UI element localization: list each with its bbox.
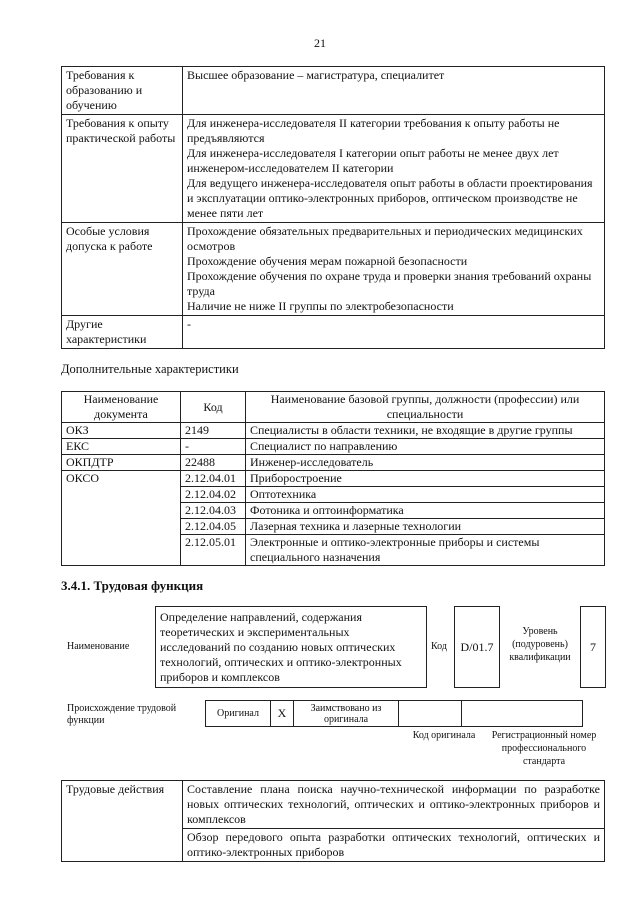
row-name: Специалисты в области техники, не входящие в другие группы [246,423,605,439]
row-code: 2149 [181,423,246,439]
row-doc: ОКЗ [62,423,181,439]
requirement-line: Наличие не ниже II группы по электробезопасности [187,299,454,313]
row-code: 2.12.05.01 [181,535,246,566]
row-name: Приборостроение [246,471,605,487]
labor-actions-label: Трудовые действия [62,781,183,862]
row-code: 2.12.04.03 [181,503,246,519]
section-title: 3.4.1. Трудовая функция [61,578,204,593]
origin-code-caption: Код оригинала [412,730,476,741]
table-row [62,455,605,471]
table-row [62,423,605,439]
requirements-label: Требования к опыту практической работы [62,115,183,223]
additional-header-row [62,392,605,423]
requirements-value [183,316,605,349]
requirement-line: Прохождение обязательных предварительных и периодических медицинских осмотров [187,224,583,253]
additional-title: Дополнительные характеристики [61,362,239,376]
requirements-row-other [62,316,605,349]
labor-actions-table [61,780,605,862]
requirements-row-education [62,67,605,115]
row-name: Специалист по направлению [246,439,605,455]
requirement-line: Высшее образование – магистратура, специалитет [187,68,445,82]
original-label: Оригинал [206,701,271,727]
header-name: Наименование базовой группы, должности (профессии) или специальности [246,392,605,423]
labor-action-item: Обзор передового опыта разработки оптических технологий, оптических и оптико-электронных приборов [183,829,605,862]
qualification-level-label: Уровень (подуровень) квалификации [509,626,571,663]
requirements-value [183,67,605,115]
requirements-label: Особые условия допуска к работе [62,223,183,316]
header-doc: Наименование документа [62,392,181,423]
requirements-row-admission [62,223,605,316]
table-row [62,439,605,455]
requirements-label: Требования к образованию и обучению [62,67,183,115]
origin-reg-cell [462,701,583,727]
table-row [62,781,605,829]
borrowed-label: Заимствовано из оригинала [294,701,399,727]
function-code-value: D/01.7 [454,606,500,688]
requirement-line: Для ведущего инженера-исследователя опыт работы в области проектирования и эксплуатации оптико-электронных приборов, оптическом производстве не менее пяти лет [187,176,593,220]
requirement-line: Для инженера-исследователя II категории требования к опыту работы не предъявляются [187,116,560,145]
row-doc: ОКПДТР [62,455,181,471]
labor-action-item: Составление плана поиска научно-технической информации по разработке новых оптических технологий, оптических и оптико-электронных приборов и комплексов [183,781,605,829]
function-name-value: Определение направлений, содержания теоретических и экспериментальных исследований по созданию новых оптических технологий, оптических и оптико-электронных приборов и комплексов [155,606,427,688]
requirements-value [183,223,605,316]
requirement-line: Для инженера-исследователя I категории опыт работы не менее двух лет инженером-исследователем II категории [187,146,559,175]
requirements-label: Другие характеристики [62,316,183,349]
function-name-label: Наименование [67,641,130,652]
row-doc: ОКСО [62,471,181,566]
row-code: 22488 [181,455,246,471]
row-name: Оптотехника [246,487,605,503]
table-row [62,471,605,487]
reg-number-caption: Регистрационный номер профессионального стандарта [491,730,597,767]
qualification-level-value: 7 [580,606,606,688]
requirement-line: Прохождение обучения по охране труда и проверки знания требований охраны труда [187,269,592,298]
row-name: Инженер-исследователь [246,455,605,471]
row-name: Лазерная техника и лазерные технологии [246,519,605,535]
row-name: Электронные и оптико-электронные приборы и системы специального назначения [246,535,605,566]
header-code: Код [181,392,246,423]
origin-row [206,701,583,727]
function-code-label: Код [431,641,447,652]
additional-table [61,391,605,566]
row-code: 2.12.04.02 [181,487,246,503]
origin-table [205,700,583,727]
page-number: 21 [314,36,326,50]
requirements-row-experience [62,115,605,223]
row-code: - [181,439,246,455]
requirements-table [61,66,605,349]
requirements-value [183,115,605,223]
row-code: 2.12.04.05 [181,519,246,535]
origin-code-cell [399,701,462,727]
requirement-line: - [187,317,191,331]
row-doc: ЕКС [62,439,181,455]
requirement-line: Прохождение обучения мерам пожарной безопасности [187,254,468,268]
row-code: 2.12.04.01 [181,471,246,487]
row-name: Фотоника и оптоинформатика [246,503,605,519]
original-mark: X [271,701,294,727]
origin-label: Происхождение трудовой функции [67,703,177,726]
